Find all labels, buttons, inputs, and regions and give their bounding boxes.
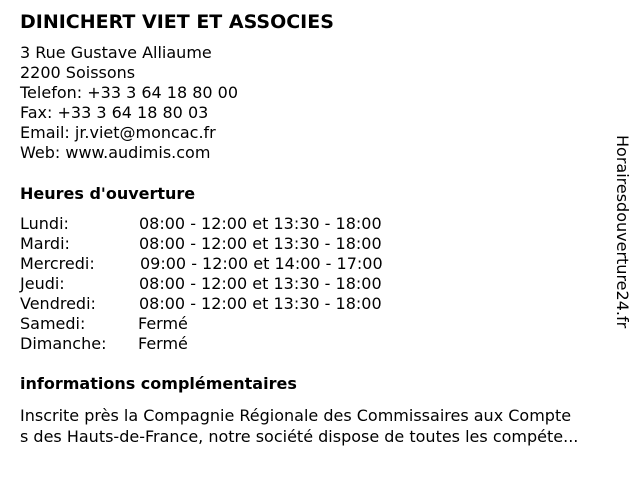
day-label: Mardi: (20, 234, 70, 253)
time-range: 08:00 - 12:00 et 13:30 - 18:00 (139, 214, 382, 233)
info-line-1: Inscrite près la Compagnie Régionale des Commissaires aux Compte (20, 406, 572, 425)
time-range: 08:00 - 12:00 et 13:30 - 18:00 (139, 234, 382, 253)
day-label: Dimanche: (20, 334, 107, 353)
phone-number: Telefon: +33 3 64 18 80 00 (20, 83, 239, 102)
time-range: 09:00 - 12:00 et 14:00 - 17:00 (140, 254, 383, 273)
day-label: Mercredi: (20, 254, 95, 273)
email-address: Email: jr.viet@moncac.fr (20, 123, 216, 142)
hours-row-wednesday (20, 254, 610, 274)
hours-row-sunday (20, 334, 610, 354)
address-street: 3 Rue Gustave Alliaume (20, 43, 212, 62)
time-range: Fermé (138, 334, 188, 353)
hours-row-thursday (20, 274, 610, 294)
time-range: 08:00 - 12:00 et 13:30 - 18:00 (139, 294, 382, 313)
day-label: Samedi: (20, 314, 86, 333)
hours-heading: Heures d'ouverture (20, 184, 196, 203)
hours-row-saturday (20, 314, 610, 334)
hours-row-tuesday (20, 234, 610, 254)
hours-row-monday (20, 214, 610, 234)
day-label: Jeudi: (20, 274, 65, 293)
hours-row-friday (20, 294, 610, 314)
address-city: 2200 Soissons (20, 63, 136, 82)
time-range: Fermé (138, 314, 188, 333)
company-name: DINICHERT VIET ET ASSOCIES (20, 11, 334, 33)
website-address: Web: www.audimis.com (20, 143, 211, 162)
info-heading: informations complémentaires (20, 374, 297, 393)
day-label: Vendredi: (20, 294, 96, 313)
info-paragraph (20, 405, 630, 447)
hours-table (20, 214, 610, 354)
site-watermark: Horairesdouverture24.fr (613, 135, 632, 329)
day-label: Lundi: (20, 214, 69, 233)
contact-block (20, 43, 238, 163)
fax-number: Fax: +33 3 64 18 80 03 (20, 103, 209, 122)
time-range: 08:00 - 12:00 et 13:30 - 18:00 (139, 274, 382, 293)
info-line-2: s des Hauts-de-France, notre société dispose de toutes les compéte... (20, 427, 579, 446)
